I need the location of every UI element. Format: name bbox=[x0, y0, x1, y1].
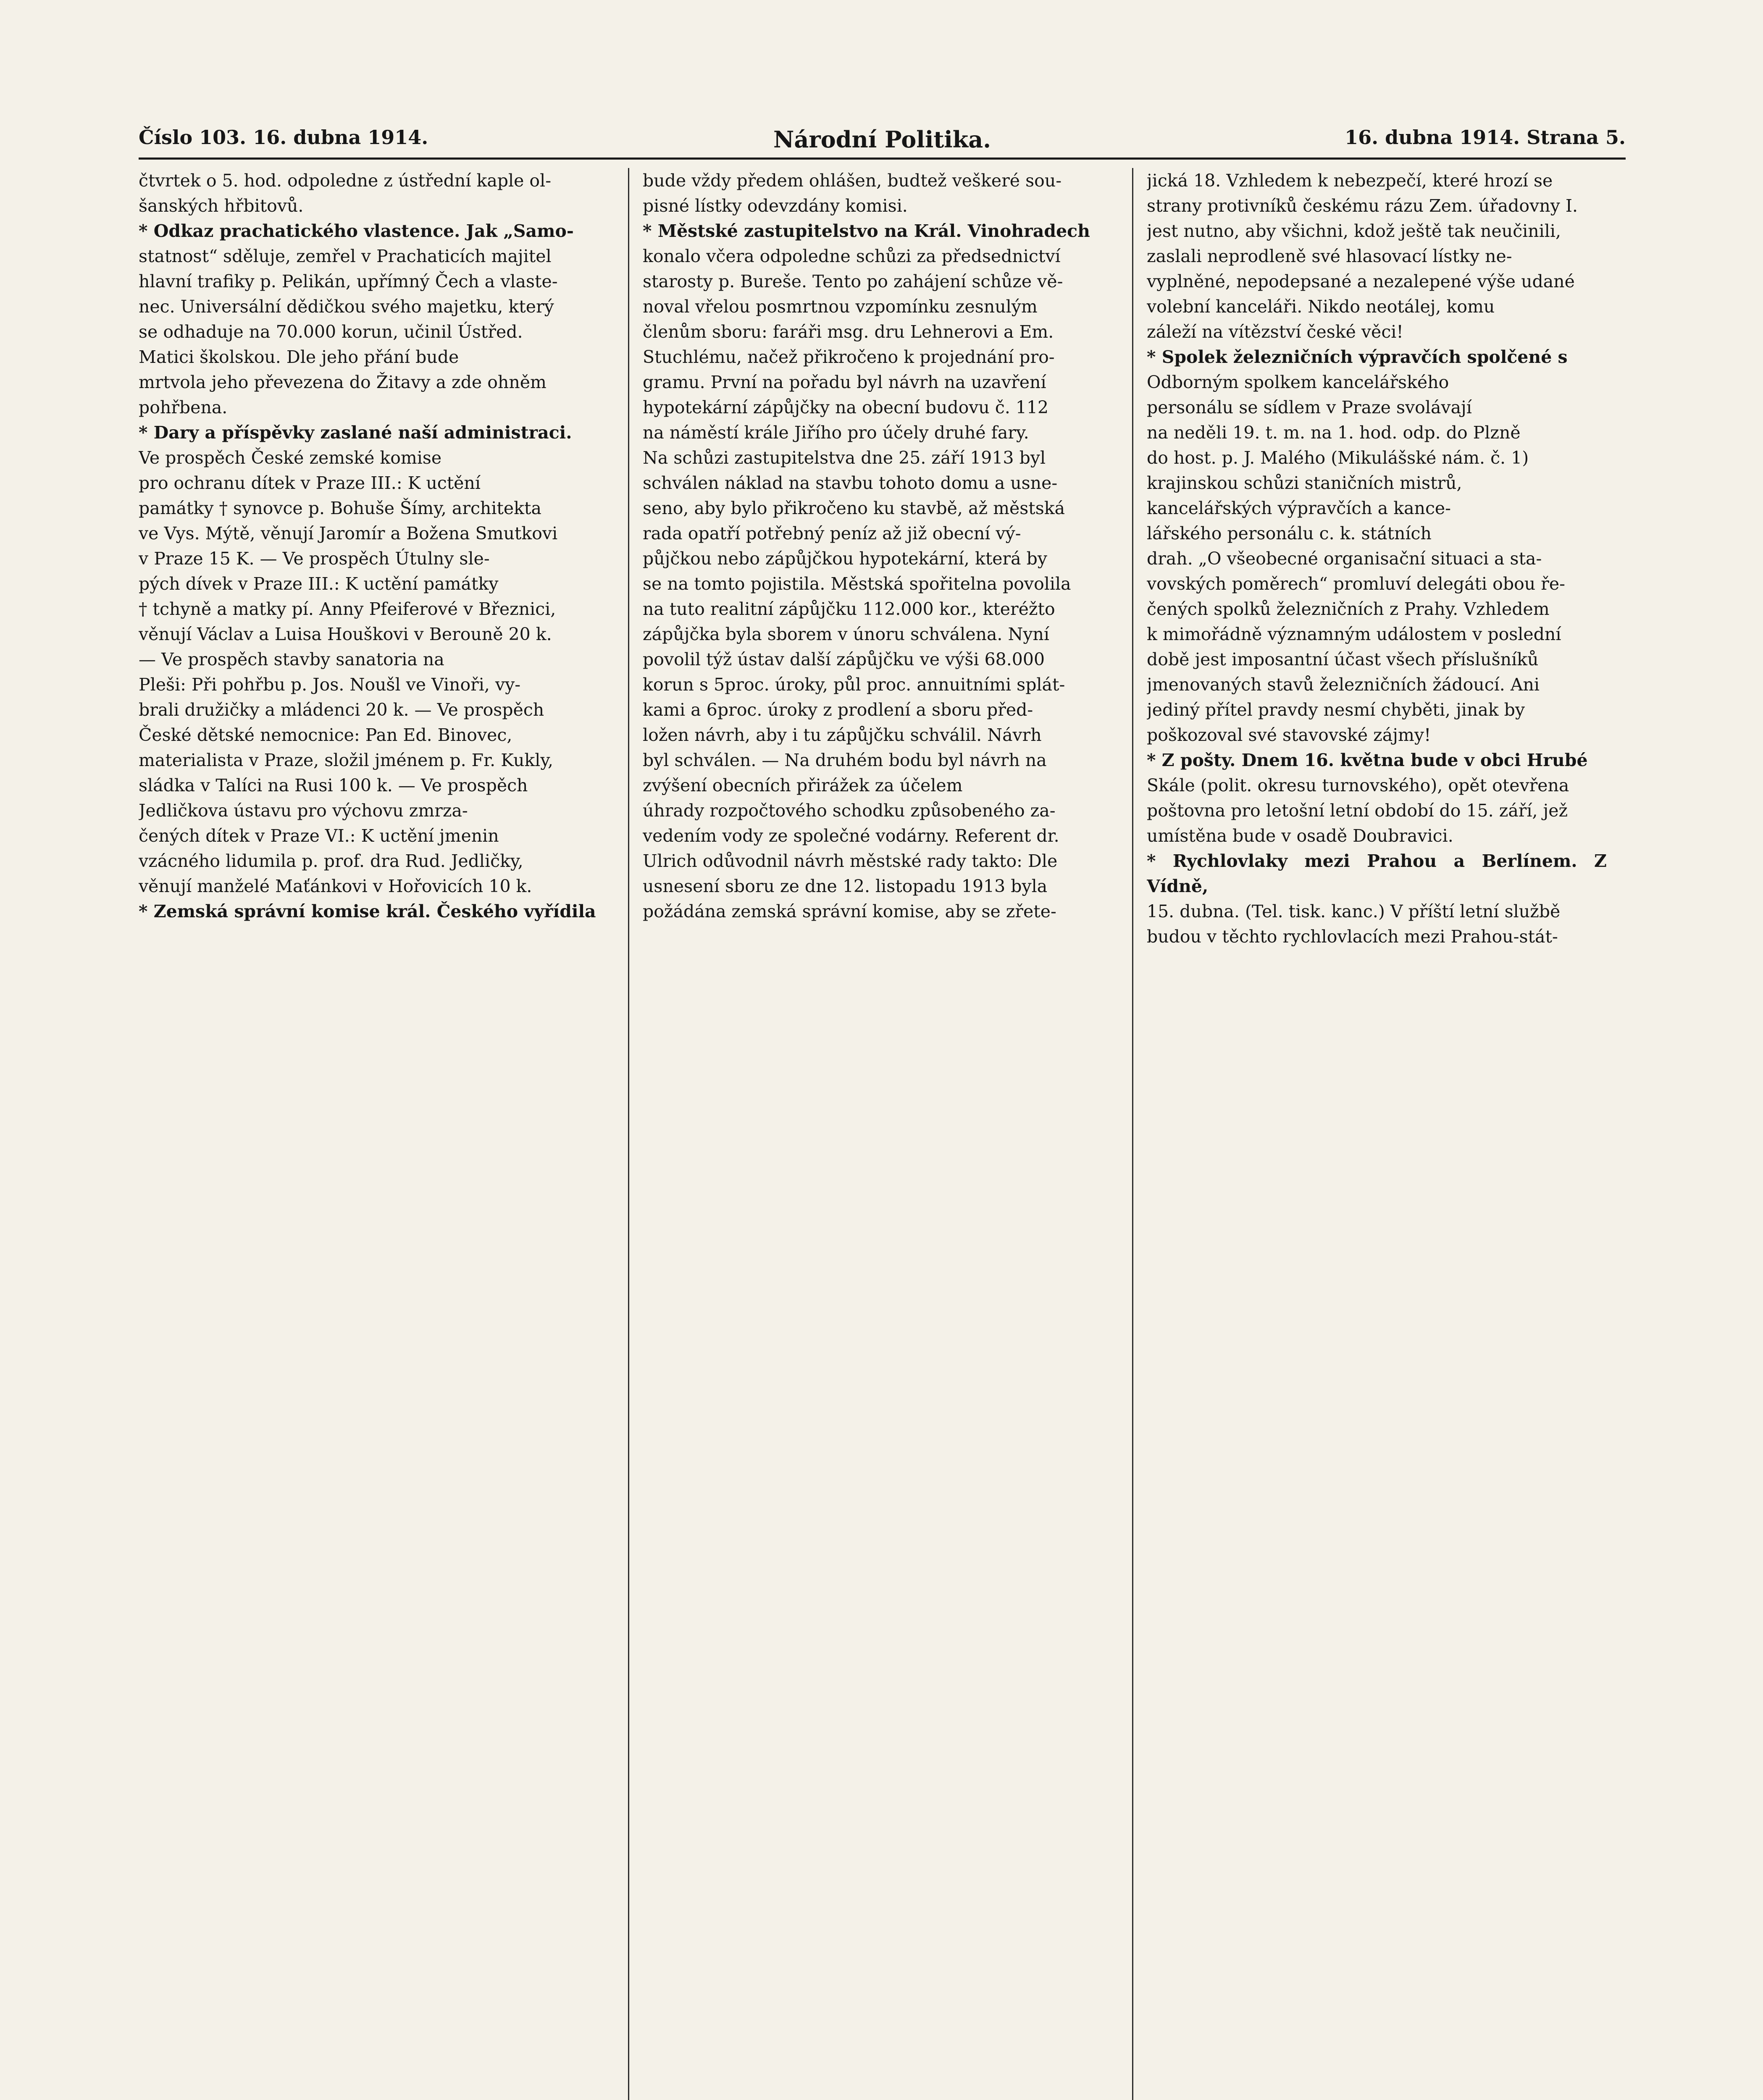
text-line: jmenovaných stavů železničních žádoucí. Ani bbox=[1147, 675, 1540, 695]
text-line: jická 18. Vzhledem k nebezpečí, které hrozí se bbox=[1147, 171, 1553, 191]
text-line: kami a 6proc. úroky z prodlení a sboru před- bbox=[643, 700, 1033, 720]
text-line: zvýšení obecních přirážek za účelem bbox=[643, 775, 963, 795]
text-line: hlavní trafiky p. Pelikán, upřímný Čech a vlaste- bbox=[139, 271, 558, 291]
date-and-page: 16. dubna 1914. Strana 5. bbox=[1345, 126, 1626, 149]
text-line: seno, aby bylo přikročeno ku stavbě, až městská bbox=[643, 498, 1065, 518]
text-line: * Z pošty. Dnem 16. května bude v obci Hrubé bbox=[1147, 750, 1588, 770]
text-line: pohřbena. bbox=[139, 397, 228, 417]
text-line: rada opatří potřebný peníz až již obecní vý- bbox=[643, 523, 1021, 543]
text-line: hypotekární zápůjčky na obecní budovu č. 112 bbox=[643, 397, 1049, 417]
newspaper-title: Národní Politika. bbox=[773, 126, 991, 153]
text-line: Matici školskou. Dle jeho přání bude bbox=[139, 347, 459, 367]
text-line: vedením vody ze společné vodárny. Referent dr. bbox=[643, 826, 1059, 846]
text-line: statnost“ sděluje, zemřel v Prachaticích majitel bbox=[139, 246, 552, 266]
text-line: — Ve prospěch stavby sanatoria na bbox=[139, 649, 444, 669]
text-line: úhrady rozpočtového schodku způsobeného za- bbox=[643, 801, 1056, 821]
text-line: byl schválen. — Na druhém bodu byl návrh na bbox=[643, 750, 1047, 770]
text-line: korun s 5proc. úroky, půl proc. annuitními splát- bbox=[643, 675, 1065, 695]
issue-number: Číslo 103. 16. dubna 1914. bbox=[139, 126, 428, 149]
text-line: vovských poměrech“ promluví delegáti obou ře- bbox=[1147, 574, 1565, 594]
text-line: konalo včera odpoledne schůzi za předsednictví bbox=[643, 246, 1061, 266]
text-line: Skále (polit. okresu turnovského), opět otevřena bbox=[1147, 775, 1569, 795]
text-line: * Městské zastupitelstvo na Král. Vinohradech bbox=[643, 221, 1090, 241]
text-line: umístěna bude v osadě Doubravici. bbox=[1147, 826, 1453, 846]
text-line: pro ochranu dítek v Praze III.: K uctění bbox=[139, 473, 481, 493]
text-line: budou v těchto rychlovlacích mezi Prahou-stát- bbox=[1147, 927, 1558, 947]
text-line: Na schůzi zastupitelstva dne 25. září 1913 byl bbox=[643, 448, 1046, 468]
text-line: požádána zemská správní komise, aby se zřete- bbox=[643, 901, 1056, 921]
text-line: mrtvola jeho převezena do Žitavy a zde ohněm bbox=[139, 372, 547, 392]
text-line: době jest imposantní účast všech příslušníků bbox=[1147, 649, 1539, 669]
text-line: Odborným spolkem kancelářského bbox=[1147, 372, 1449, 392]
text-line: * Odkaz prachatického vlastence. Jak „Samo- bbox=[139, 221, 574, 241]
text-line: volební kanceláři. Nikdo neotálej, komu bbox=[1147, 297, 1495, 317]
text-line: se odhaduje na 70.000 korun, učinil Ústřed. bbox=[139, 322, 523, 342]
text-line: vyplněné, nepodepsané a nezalepené výše udané bbox=[1147, 271, 1575, 291]
text-line: krajinskou schůzi staničních mistrů, bbox=[1147, 473, 1462, 493]
text-line: kancelářských výpravčích a kance- bbox=[1147, 498, 1451, 518]
text-line: gramu. První na pořadu byl návrh na uzavření bbox=[643, 372, 1046, 392]
text-line: v Praze 15 K. — Ve prospěch Útulny sle- bbox=[139, 549, 490, 569]
text-line: na neděli 19. t. m. na 1. hod. odp. do Plzně bbox=[1147, 423, 1521, 443]
text-line: nec. Universální dědičkou svého majetku, který bbox=[139, 297, 554, 317]
text-line: * Spolek železničních výpravčích spolčené s bbox=[1147, 347, 1568, 367]
text-column-3 bbox=[1147, 168, 1607, 2100]
text-line: ve Vys. Mýtě, věnují Jaromír a Božena Smutkovi bbox=[139, 523, 558, 543]
text-column-2 bbox=[643, 168, 1103, 2100]
text-line: schválen náklad na stavbu tohoto domu a usne- bbox=[643, 473, 1058, 493]
text-line: usnesení sboru ze dne 12. listopadu 1913 byla bbox=[643, 876, 1048, 896]
page-header bbox=[139, 126, 1626, 160]
text-line: Ve prospěch České zemské komise bbox=[139, 448, 442, 468]
text-line: se na tomto pojistila. Městská spořitelna povolila bbox=[643, 574, 1071, 594]
text-line: * Dary a příspěvky zaslané naší administraci. bbox=[139, 423, 572, 443]
text-line: půjčkou nebo zápůjčkou hypotekární, která by bbox=[643, 549, 1048, 569]
text-line: personálu se sídlem v Praze svolávají bbox=[1147, 397, 1472, 417]
text-line: čtvrtek o 5. hod. odpoledne z ústřední kaple ol- bbox=[139, 171, 552, 191]
text-line: do host. p. J. Malého (Mikulášské nám. č. 1) bbox=[1147, 448, 1529, 468]
text-line: † tchyně a matky pí. Anny Pfeiferové v Březnici, bbox=[139, 599, 556, 619]
text-line: ložen návrh, aby i tu zápůjčku schválil. Návrh bbox=[643, 725, 1042, 745]
text-line: bude vždy předem ohlášen, budtež veškeré sou- bbox=[643, 171, 1062, 191]
text-line: Ulrich odůvodnil návrh městské rady takto: Dle bbox=[643, 851, 1058, 871]
text-line: čených spolků železničních z Prahy. Vzhledem bbox=[1147, 599, 1550, 619]
column-divider bbox=[1132, 168, 1133, 2100]
text-line: pisné lístky odevzdány komisi. bbox=[643, 196, 908, 216]
text-line: Pleši: Při pohřbu p. Jos. Noušl ve Vinoři, vy- bbox=[139, 675, 521, 695]
text-line: drah. „O všeobecné organisační situaci a sta- bbox=[1147, 549, 1542, 569]
text-line: Stuchlému, načež přikročeno k projednání pro- bbox=[643, 347, 1055, 367]
text-line: šanských hřbitovů. bbox=[139, 196, 304, 216]
text-line: jediný přítel pravdy nesmí chyběti, jinak by bbox=[1147, 700, 1525, 720]
text-line: na náměstí krále Jiřího pro účely druhé fary. bbox=[643, 423, 1029, 443]
text-line: starosty p. Bureše. Tento po zahájení schůze vě- bbox=[643, 271, 1063, 291]
column-divider bbox=[628, 168, 629, 2100]
text-line: na tuto realitní zápůjčku 112.000 kor., kteréžto bbox=[643, 599, 1055, 619]
text-line: pých dívek v Praze III.: K uctění památky bbox=[139, 574, 499, 594]
text-line: * Zemská správní komise král. Českého vyřídila bbox=[139, 901, 596, 921]
text-line: materialista v Praze, složil jménem p. Fr. Kukly, bbox=[139, 750, 554, 770]
text-line: záleží na vítězství české věci! bbox=[1147, 322, 1403, 342]
text-line: členům sboru: faráři msg. dru Lehnerovi a Em. bbox=[643, 322, 1054, 342]
text-line: lářského personálu c. k. státních bbox=[1147, 523, 1432, 543]
text-line: poškozoval své stavovské zájmy! bbox=[1147, 725, 1431, 745]
text-line: poštovna pro letošní letní období do 15. září, jež bbox=[1147, 801, 1568, 821]
text-line: jest nutno, aby všichni, kdož ještě tak neučinili, bbox=[1147, 221, 1561, 241]
header-rule bbox=[139, 158, 1626, 160]
text-column-1 bbox=[139, 168, 599, 2100]
text-line: 15. dubna. (Tel. tisk. kanc.) V příští letní službě bbox=[1147, 901, 1561, 921]
text-line: strany protivníků českému rázu Zem. úřadovny I. bbox=[1147, 196, 1578, 216]
text-line: k mimořádně významným událostem v poslední bbox=[1147, 624, 1561, 644]
text-line: věnují Václav a Luisa Houškovi v Berouně 20 k. bbox=[139, 624, 552, 644]
text-line: noval vřelou posmrtnou vzpomínku zesnulým bbox=[643, 297, 1038, 317]
text-line: České dětské nemocnice: Pan Ed. Binovec, bbox=[139, 725, 512, 745]
text-line: * Rychlovlaky mezi Prahou a Berlínem. Z Vídně, bbox=[1147, 851, 1607, 896]
text-line: brali družičky a mládenci 20 k. — Ve prospěch bbox=[139, 700, 544, 720]
text-line: sládka v Talíci na Rusi 100 k. — Ve prospěch bbox=[139, 775, 528, 795]
text-line: zaslali neprodleně své hlasovací lístky ne- bbox=[1147, 246, 1512, 266]
text-line: zápůjčka byla sborem v únoru schválena. Nyní bbox=[643, 624, 1050, 644]
text-line: vzácného lidumila p. prof. dra Rud. Jedličky, bbox=[139, 851, 523, 871]
text-line: povolil týž ústav další zápůjčku ve výši 68.000 bbox=[643, 649, 1045, 669]
text-line: památky † synovce p. Bohuše Šímy, architekta bbox=[139, 498, 541, 518]
text-line: čených dítek v Praze VI.: K uctění jmenin bbox=[139, 826, 499, 846]
text-line: věnují manželé Maťánkovi v Hořovicích 10 k. bbox=[139, 876, 532, 896]
text-line: Jedličkova ústavu pro výchovu zmrza- bbox=[139, 801, 468, 821]
